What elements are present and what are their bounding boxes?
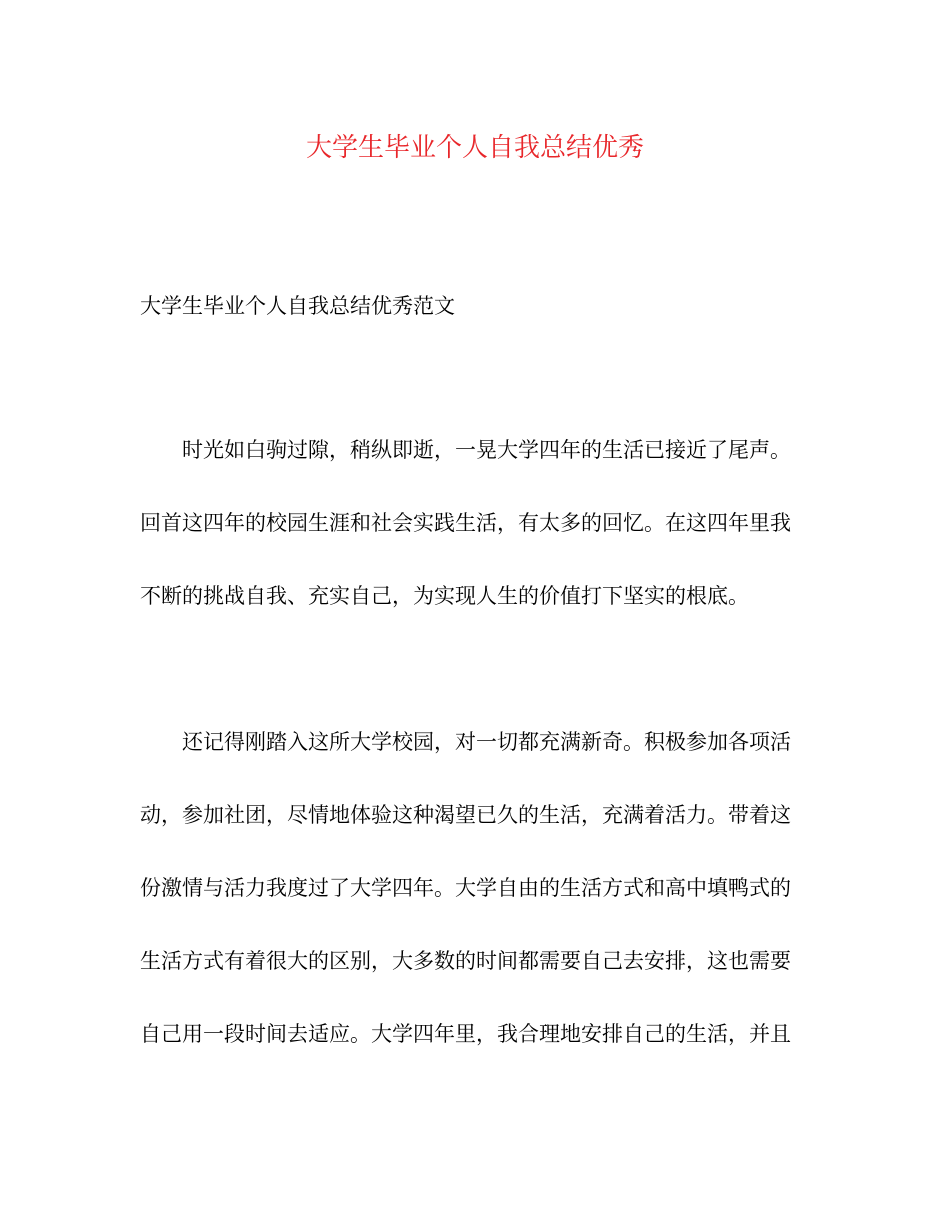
paragraph-line: 不断的挑战自我、充实自己，为实现人生的价值打下坚实的根底。 (140, 584, 749, 608)
document-subtitle: 大学生毕业个人自我总结优秀范文 (140, 294, 455, 318)
paragraph-line: 份激情与活力我度过了大学四年。大学自由的生活方式和高中填鸭式的 (140, 876, 791, 900)
paragraph-line: 时光如白驹过隙，稍纵即逝，一晃大学四年的生活已接近了尾声。 (182, 438, 791, 462)
paragraph-line: 生活方式有着很大的区别，大多数的时间都需要自己去安排，这也需要 (140, 949, 791, 973)
paragraph-line: 自己用一段时间去适应。大学四年里，我合理地安排自己的生活，并且 (140, 1022, 791, 1046)
page-title: 大学生毕业个人自我总结优秀 (305, 133, 644, 163)
paragraph-line: 回首这四年的校园生涯和社会实践生活，有太多的回忆。在这四年里我 (140, 511, 791, 535)
paragraph-line: 动，参加社团，尽情地体验这种渴望已久的生活，充满着活力。带着这 (140, 803, 791, 827)
paragraph-line: 还记得刚踏入这所大学校园，对一切都充满新奇。积极参加各项活 (182, 730, 791, 754)
